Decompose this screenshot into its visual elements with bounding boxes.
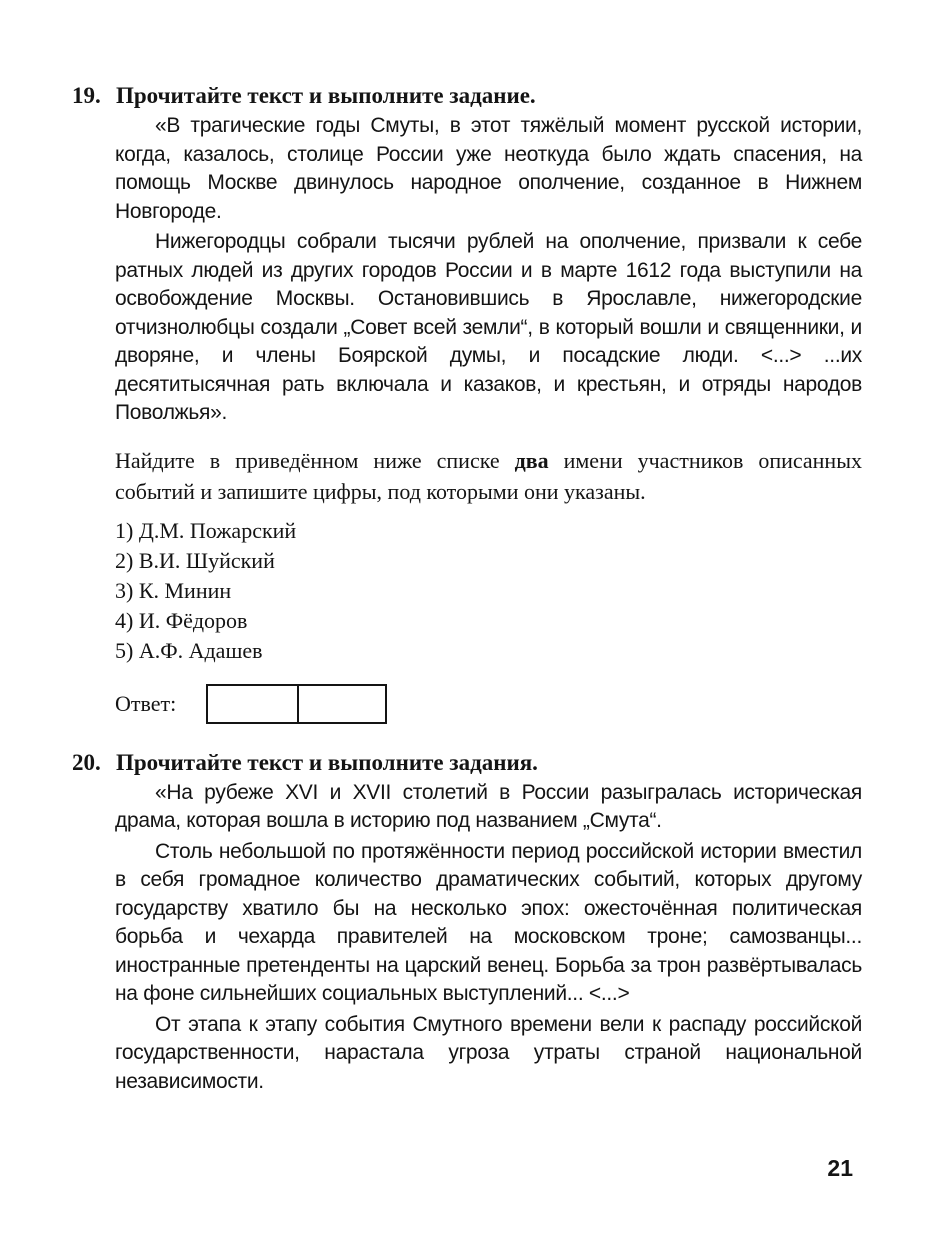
task-19-instruction bbox=[115, 445, 862, 507]
option-item-4: 4) И. Фёдоров bbox=[115, 607, 248, 633]
instruction-bold-word: два bbox=[514, 447, 549, 473]
task-20-quote-paragraph-3: От этапа к этапу события Смутного времени вели к распаду российской государственности, нарастала угроза утраты страной национальной независимости. bbox=[115, 1012, 862, 1093]
task-20-title: Прочитайте текст и выполните задания. bbox=[116, 749, 538, 775]
option-item-3: 3) К. Минин bbox=[115, 577, 232, 603]
task-19-number: 19. bbox=[72, 83, 101, 108]
task-19-quote-paragraph-2: Нижегородцы собрали тысячи рублей на ополчение, призвали к себе ратных людей из других городов России и в марте 1612 года выступили на освобождение Москвы. Остановившись в Ярославле, нижегородские отчизнолюбцы создали „Совет всей земли“, в который вошли и священники, и дворяне, и члены Боярской думы, и посадские люди. <...> ...их десятитысячная рать включала и казаков, и крестьян, и отряды народов Поволжья». bbox=[115, 230, 862, 424]
option-item-2: 2) В.И. Шуйский bbox=[115, 547, 275, 573]
instruction-text-start: Найдите в приведённом ниже списке bbox=[115, 447, 515, 473]
option-item-1: 1) Д.М. Пожарский bbox=[115, 517, 297, 543]
task-20-quote-paragraph-1: «На рубеже XVI и XVII столетий в России разыгралась историческая драма, которая вошла в историю под названием „Смута“. bbox=[115, 780, 862, 832]
answer-cell-1 bbox=[208, 686, 297, 722]
task-19 bbox=[72, 82, 862, 725]
answer-box bbox=[206, 684, 387, 724]
task-19-options-list bbox=[115, 516, 862, 666]
task-20-body bbox=[115, 779, 862, 1097]
page-number: 21 bbox=[827, 1155, 853, 1181]
task-19-body bbox=[115, 112, 862, 725]
answer-row bbox=[115, 683, 862, 725]
task-20-header bbox=[72, 749, 862, 777]
task-20-quote-paragraph-2: Столь небольшой по протяжённости период российской истории вместил в себя громадное количество драматических событий, которых другому государству хватило бы на несколько эпох: ожесточённая политическая борьба и чехарда правителей на московском троне; самозванцы... иностранные претенденты на царский венец. Борьба за трон развёртывалась на фоне сильнейших социальных выступлений... <...> bbox=[115, 839, 862, 1005]
option-item-5: 5) А.Ф. Адашев bbox=[115, 637, 263, 663]
task-19-quote-paragraph-1: «В трагические годы Смуты, в этот тяжёлый момент русской истории, когда, казалось, столице России уже неоткуда было ждать спасения, на помощь Москве двинулось народное ополчение, созданное в Нижнем Новгороде. bbox=[115, 114, 862, 223]
task-19-title: Прочитайте текст и выполните задание. bbox=[116, 83, 536, 108]
instruction-text-end: имени участников описанных событий и запишите цифры, под которыми они указаны. bbox=[115, 447, 862, 504]
answer-cell-2 bbox=[297, 686, 386, 722]
answer-label: Ответ: bbox=[115, 690, 177, 716]
task-20-number: 20. bbox=[72, 749, 101, 775]
task-20 bbox=[72, 749, 862, 1097]
task-19-header bbox=[72, 82, 862, 110]
